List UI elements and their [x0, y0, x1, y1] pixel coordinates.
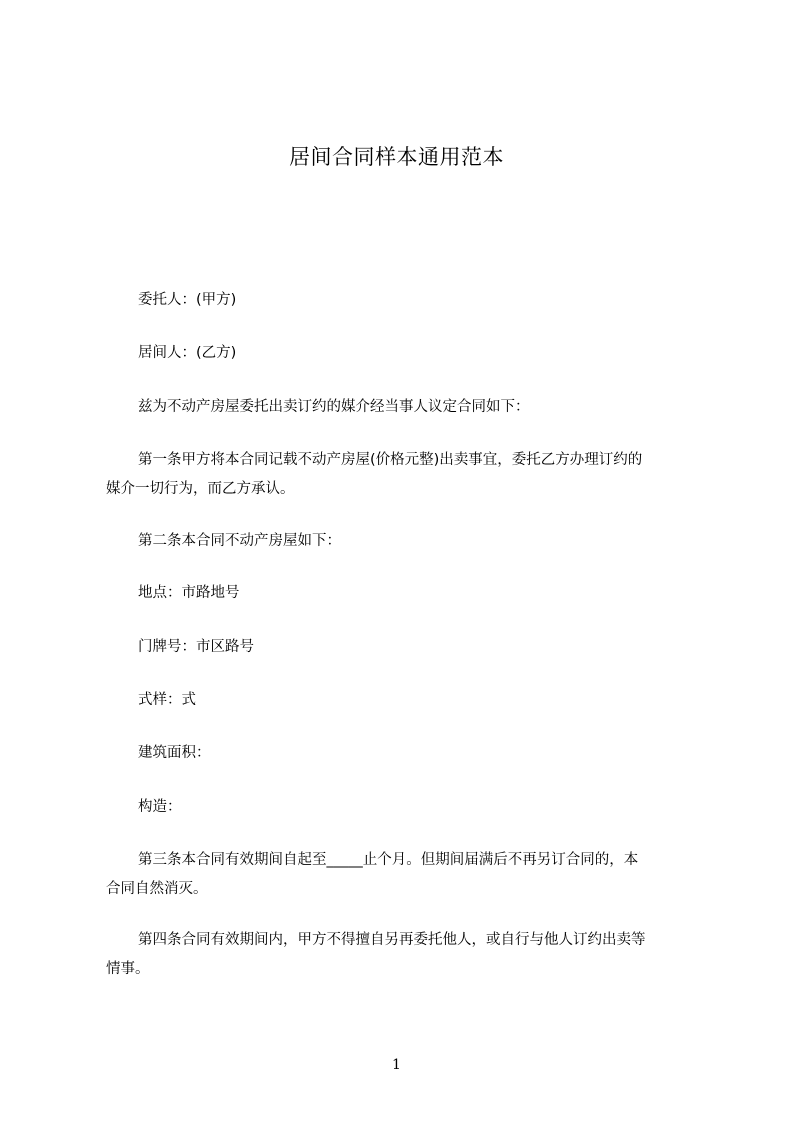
article-4-line-1: 第四条合同有效期间内，甲方不得擅自另再委托他人，或自行与他人订约出卖等	[138, 932, 646, 948]
document-title: 居间合同样本通用范本	[289, 145, 504, 169]
area-line: 建筑面积：	[138, 745, 211, 761]
article-4-line-2: 情事。	[106, 961, 150, 977]
client-line: 委托人：(甲方)	[138, 292, 237, 308]
style-line: 式样：式	[138, 692, 196, 708]
article-3-line-2: 合同自然消灭。	[106, 881, 208, 897]
doorplate-line: 门牌号：市区路号	[138, 639, 254, 655]
article-1-line-1: 第一条甲方将本合同记载不动产房屋(价格元整)出卖事宜，委托乙方办理订约的	[138, 452, 643, 468]
article-2-paragraph: 第二条本合同不动产房屋如下：	[138, 533, 341, 549]
article-1-line-2: 媒介一切行为，而乙方承认。	[106, 481, 295, 497]
article-3-paragraph	[106, 852, 702, 898]
broker-line: 居间人：(乙方)	[138, 345, 237, 361]
page-number: 1	[392, 1057, 401, 1073]
article-1-paragraph	[106, 452, 702, 498]
article-4-paragraph	[106, 932, 702, 978]
location-line: 地点：市路地号	[138, 585, 240, 601]
structure-line: 构造：	[138, 799, 182, 815]
preamble-paragraph: 兹为不动产房屋委托出卖订约的媒介经当事人议定合同如下：	[138, 399, 530, 415]
article-3-line-1: 第三条本合同有效期间自起至_____止个月。但期间届满后不再另订合同的，本	[138, 852, 639, 868]
